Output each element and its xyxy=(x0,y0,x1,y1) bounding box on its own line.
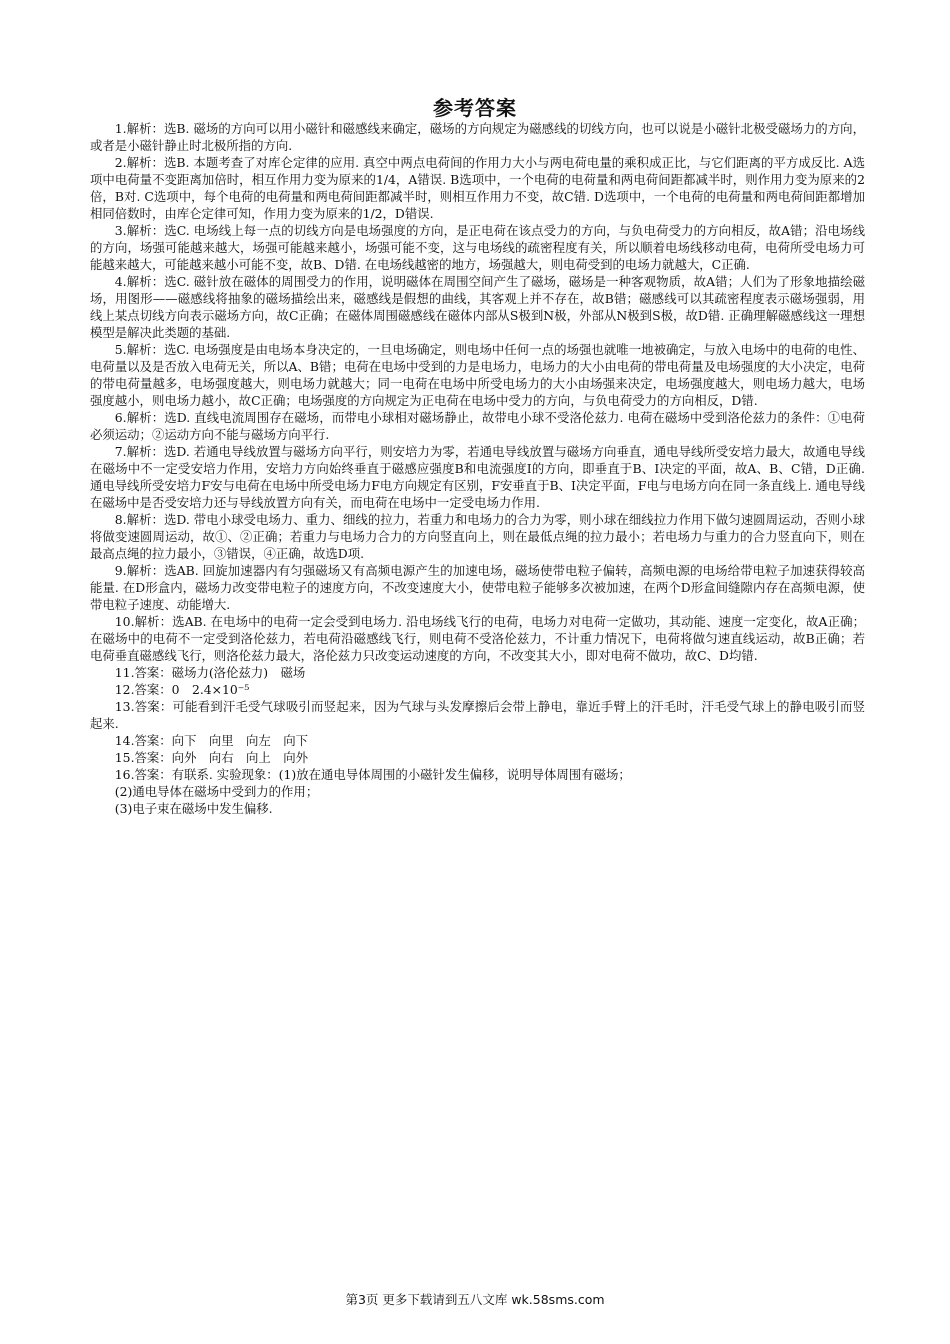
answer-item-13: 13.答案：可能看到汗毛受气球吸引而竖起来，因为气球与头发摩擦后会带上静电，靠近手臂上的汗毛时，汗毛受气球上的静电吸引而竖起来. xyxy=(90,699,865,731)
answer-item-3: 3.解析：选C. 电场线上每一点的切线方向是电场强度的方向，是正电荷在该点受力的方向，与负电荷受力的方向相反，故A错；沿电场线的方向，场强可能越来越大，场强可能越来越小，场强可能不变，这与电场线的疏密程度有关，所以顺着电场线移动电荷，电荷所受电场力可能越来越大，可能越来越小可能不变，故B、D错. 在电场线越密的地方，场强越大，则电荷受到的电场力就越大，C正确. xyxy=(90,223,865,272)
answer-item-14: 14.答案：向下 向里 向左 向下 xyxy=(114,733,308,748)
answer-item-8: 8.解析：选D. 带电小球受电场力、重力、细线的拉力，若重力和电场力的合力为零，则小球在细线拉力作用下做匀速圆周运动，否则小球将做变速圆周运动，故①、②正确；若重力与电场力合力的方向竖直向上，则在最低点绳的拉力最小；若电场力与重力的合力竖直向下，则在最高点绳的拉力最小，③错误，④正确，故选D项. xyxy=(90,512,865,561)
answer-item-15: 15.答案：向外 向右 向上 向外 xyxy=(114,750,308,765)
answer-item-1: 1.解析：选B. 磁场的方向可以用小磁针和磁感线来确定，磁场的方向规定为磁感线的切线方向，也可以说是小磁针北极受磁场力的方向，或者是小磁针静止时北极所指的方向. xyxy=(90,121,865,153)
answer-item-2: 2.解析：选B. 本题考查了对库仑定律的应用. 真空中两点电荷间的作用力大小与两电荷电量的乘积成正比，与它们距离的平方成反比. A选项中电荷量不变距离加倍时，相互作用力变为原来的1/4，A错误. B选项中，一个电荷的电荷量和两电荷间距都减半时，则作用力变为原来的2倍，B对. C选项中，每个电荷的电荷量和两电荷间距都减半时，则相互作用力不变，故C错. D选项中，一个电荷的电荷量和两电荷间距都增加相同倍数时，由库仑定律可知，作用力变为原来的1/2，D错误. xyxy=(90,155,865,221)
answer-item-10: 10.解析：选AB. 在电场中的电荷一定会受到电场力. 沿电场线飞行的电荷，电场力对电荷一定做功，其动能、速度一定变化，故A正确；在磁场中的电荷不一定受到洛伦兹力，若电荷沿磁感线飞行，则电荷不受洛伦兹力，不计重力情况下，电荷将做匀速直线运动，故B正确；若电荷垂直磁感线飞行，则洛伦兹力最大，洛伦兹力只改变运动速度的方向，不改变其大小，即对电荷不做功，故C、D均错. xyxy=(90,614,865,663)
answer-item-4: 4.解析：选C. 磁针放在磁体的周围受力的作用，说明磁体在周围空间产生了磁场，磁场是一种客观物质，故A错；人们为了形象地描绘磁场，用图形——磁感线将抽象的磁场描绘出来，磁感线是假想的曲线，其客观上并不存在，故B错；磁感线可以其疏密程度表示磁场强弱，用线上某点切线方向表示磁场方向，故C正确；在磁体周围磁感线在磁体内部从S极到N极，外部从N极到S极，故D错. 正确理解磁感线这一理想模型是解决此类题的基础. xyxy=(90,274,865,340)
answer-item-7: 7.解析：选D. 若通电导线放置与磁场方向平行，则安培力为零，若通电导线放置与磁场方向垂直，通电导线所受安培力最大，故通电导线在磁场中不一定受安培力作用，安培力方向始终垂直于磁感应强度B和电流强度I的方向，即垂直于B、I决定的平面，故A、B、C错，D正确. 通电导线所受安培力F安与电荷在电场中所受电场力F电方向规定有区别，F安垂直于B、I决定平面，F电与电场方向在同一条直线上. 通电导线在磁场中是否受安培力还与导线放置方向有关，而电荷在电场中一定受电场力作用. xyxy=(90,444,865,510)
page-footer: 第3页 更多下载请到五八文库 wk.58sms.com xyxy=(345,1292,605,1307)
answer-16-continuation-3: (3)电子束在磁场中发生偏移. xyxy=(114,801,273,816)
answer-16-continuation-2: (2)通电导体在磁场中受到力的作用； xyxy=(114,784,319,799)
answer-list xyxy=(90,120,865,817)
answer-item-9: 9.解析：选AB. 回旋加速器内有匀强磁场又有高频电源产生的加速电场，磁场使带电粒子偏转，高频电源的电场给带电粒子加速获得较高能量. 在D形盒内，磁场力改变带电粒子的速度方向，不改变速度大小，使带电粒子能够多次被加速，在两个D形盒间缝隙内存在高频电源，使带电粒子速度、动能增大. xyxy=(90,563,865,612)
answer-item-12: 12.答案：0 2.4×10⁻⁵ xyxy=(114,682,250,697)
answer-item-16: 16.答案：有联系. 实验现象：(1)放在通电导体周围的小磁针发生偏移，说明导体周围有磁场； xyxy=(114,767,631,782)
answer-item-6: 6.解析：选D. 直线电流周围存在磁场，而带电小球相对磁场静止，故带电小球不受洛伦兹力. 电荷在磁场中受到洛伦兹力的条件：①电荷必须运动；②运动方向不能与磁场方向平行. xyxy=(90,410,865,442)
page-title: 参考答案 xyxy=(433,96,517,120)
answer-item-5: 5.解析：选C. 电场强度是由电场本身决定的，一旦电场确定，则电场中任何一点的场强也就唯一地被确定，与放入电场中的电荷的电性、电荷量以及是否放入电荷无关，所以A、B错；电荷在电场中受到的力是电场力，电场力的大小由电荷的带电荷量及电场强度的大小决定，电荷的带电荷量越多，电场强度越大，则电场力就越大；同一电荷在电场中所受电场力的大小由场强来决定，电场强度越大，则电场力越大，电场强度越小，则电场力越小，故C正确；电场强度的方向规定为正电荷在电场中受力的方向，与负电荷受力的方向相反，D错. xyxy=(90,342,865,408)
answer-item-11: 11.答案：磁场力(洛伦兹力) 磁场 xyxy=(114,665,306,680)
